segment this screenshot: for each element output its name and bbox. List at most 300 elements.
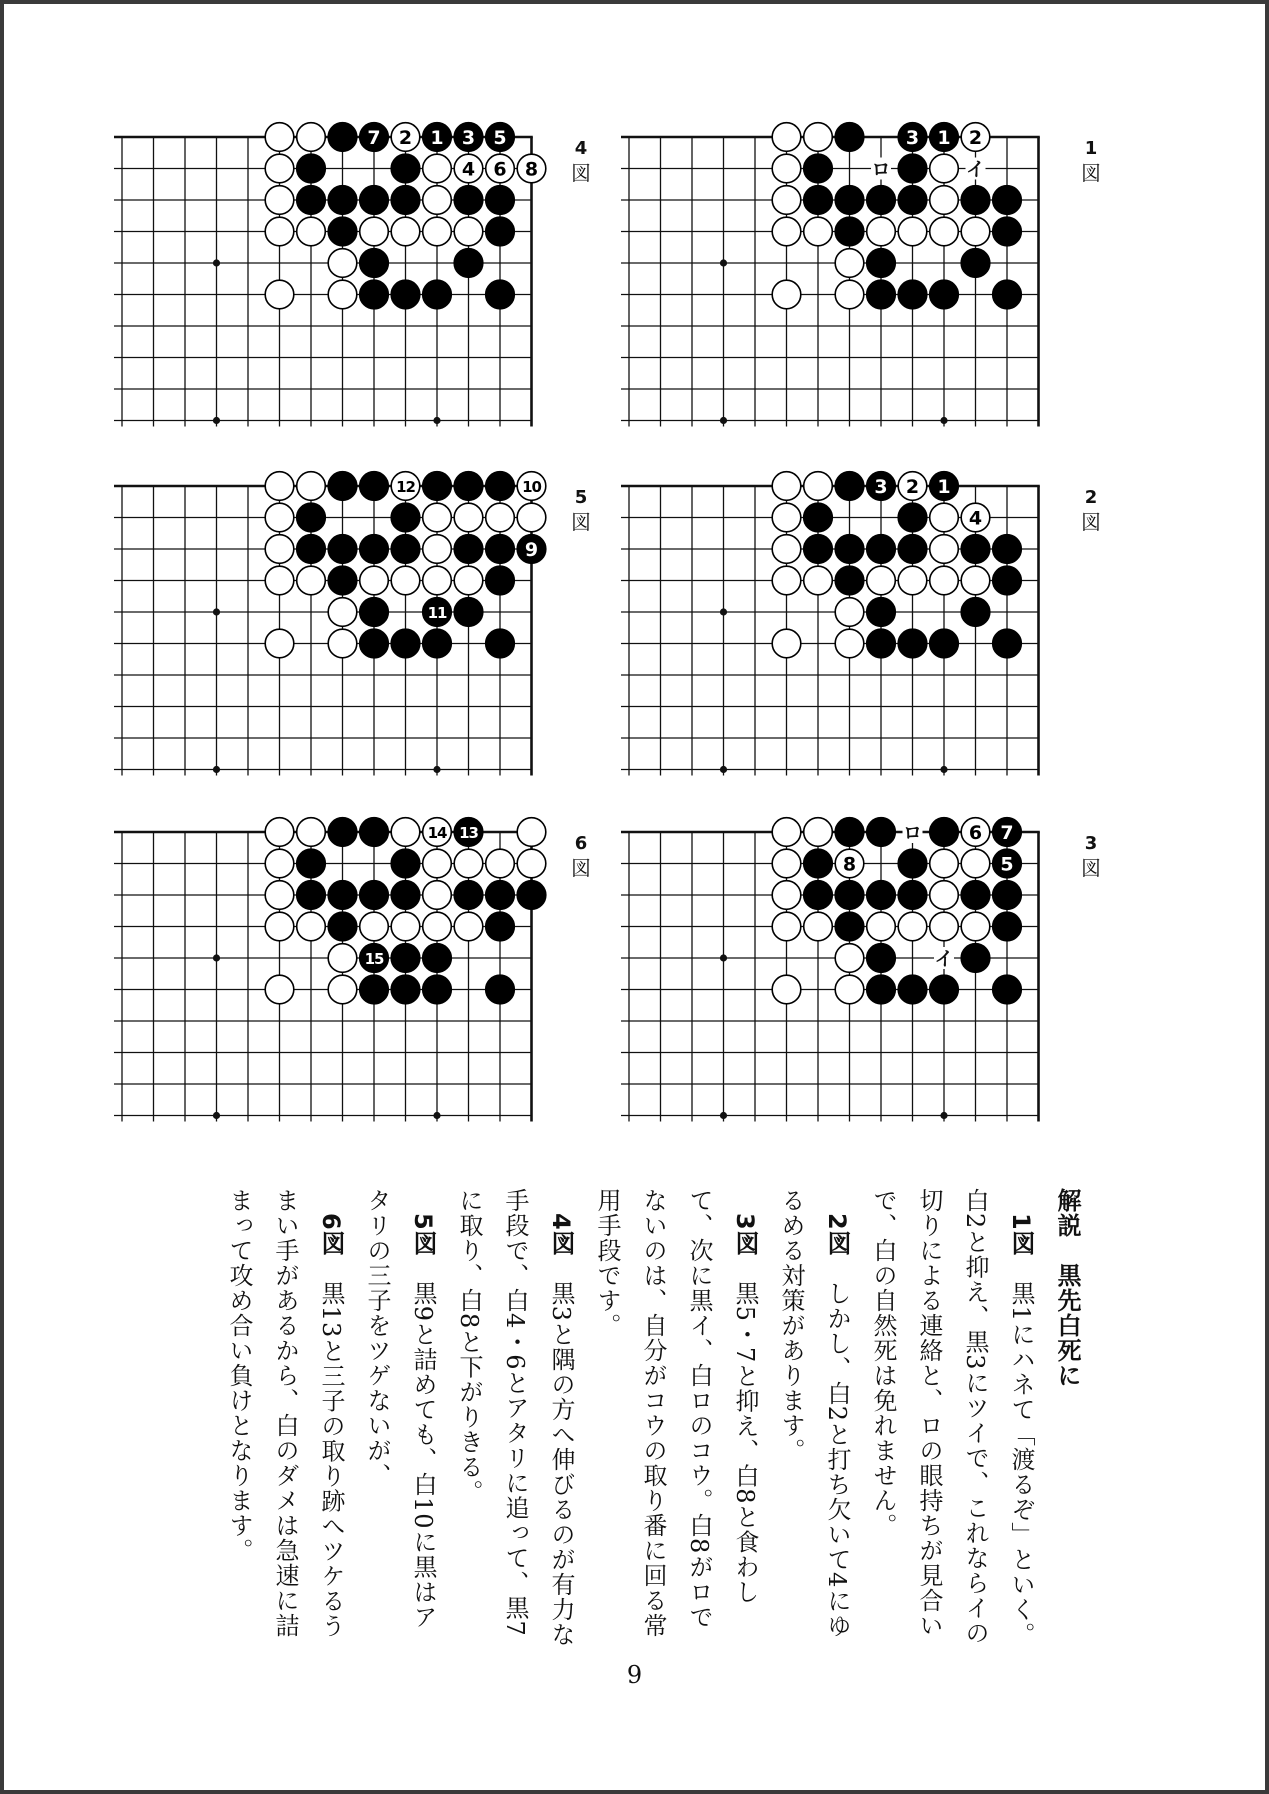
black-stone (454, 472, 483, 501)
black-stone (835, 535, 864, 564)
black-stone (993, 280, 1022, 309)
move-number: 4 (968, 507, 983, 530)
diagram-suffix: 図 (1081, 856, 1101, 880)
move-number: 3 (874, 476, 888, 498)
black-stone (423, 944, 452, 973)
black-stone (391, 280, 420, 309)
white-stone (804, 912, 833, 941)
star-point (213, 608, 220, 615)
figure-ref: 6図 (317, 1213, 345, 1256)
white-stone (265, 123, 294, 152)
paragraph-text: 黒3と隅の方へ伸びるのが有力な手段で、白4・6とアタリに追って、黒7に取り、白8と下がりきる。 (455, 1188, 575, 1647)
figure-ref: 4図 (547, 1213, 575, 1256)
black-stone (486, 472, 515, 501)
white-stone (265, 975, 294, 1004)
white-stone (898, 912, 927, 941)
white-stone (297, 472, 326, 501)
black-stone (328, 186, 357, 215)
white-stone (772, 217, 801, 246)
white-stone (930, 849, 959, 878)
diagram-label-5 (568, 486, 594, 534)
white-stone (265, 912, 294, 941)
black-stone (867, 249, 896, 278)
white-stone (454, 217, 483, 246)
star-point (940, 766, 947, 773)
white-stone (265, 503, 294, 532)
black-stone (360, 629, 389, 658)
black-stone (486, 186, 515, 215)
star-point (720, 1112, 727, 1119)
move-number: 5 (493, 127, 507, 149)
white-stone (804, 472, 833, 501)
commentary-paragraph-2 (768, 1188, 860, 1648)
black-stone (804, 186, 833, 215)
black-stone (486, 280, 515, 309)
black-stone (391, 154, 420, 183)
white-stone (265, 849, 294, 878)
white-stone (265, 629, 294, 658)
star-point (720, 259, 727, 266)
black-stone (486, 566, 515, 595)
move-number: 9 (524, 539, 539, 561)
move-number: 8 (524, 158, 539, 181)
black-stone (993, 975, 1022, 1004)
black-stone (835, 818, 864, 847)
black-stone (993, 186, 1022, 215)
black-stone (360, 249, 389, 278)
paragraph-text: 黒1にハネて「渡るぞ」といく。白2と抑え、黒3にツイで、これならイの切りによる連絡と、ロの眼持ちが見合いで、白の自然死は免れません。 (869, 1188, 1035, 1647)
black-stone (993, 535, 1022, 564)
black-stone (328, 472, 357, 501)
black-stone (328, 912, 357, 941)
move-number: 11 (427, 604, 447, 622)
move-number: 4 (461, 158, 476, 181)
black-stone (360, 535, 389, 564)
black-stone (360, 186, 389, 215)
white-stone (867, 566, 896, 595)
white-stone (930, 217, 959, 246)
star-point (213, 954, 220, 961)
move-number: 12 (396, 478, 415, 496)
point-mark: イ (965, 158, 986, 181)
board-svg (120, 474, 571, 797)
star-point (720, 766, 727, 773)
black-stone (328, 881, 357, 910)
diagram-suffix: 図 (571, 510, 591, 534)
white-stone (930, 912, 959, 941)
black-stone (835, 881, 864, 910)
star-point (213, 417, 220, 424)
black-stone (423, 280, 452, 309)
white-stone (961, 849, 990, 878)
black-stone (804, 849, 833, 878)
point-mark: ロ (871, 158, 891, 181)
black-stone (930, 818, 959, 847)
white-stone (772, 629, 801, 658)
white-stone (961, 217, 990, 246)
black-stone (517, 881, 546, 910)
diagram-number: 4 (574, 138, 588, 159)
white-stone (297, 818, 326, 847)
white-stone (867, 912, 896, 941)
black-stone (486, 535, 515, 564)
white-stone (772, 123, 801, 152)
move-number: 14 (427, 824, 447, 842)
black-stone (297, 503, 326, 532)
white-stone (360, 912, 389, 941)
black-stone (867, 881, 896, 910)
commentary-paragraph-6 (216, 1188, 354, 1648)
white-stone (297, 217, 326, 246)
black-stone (486, 217, 515, 246)
go-diagram-6 (120, 820, 571, 1143)
black-stone (454, 186, 483, 215)
figure-ref: 5図 (409, 1213, 437, 1256)
white-stone (265, 566, 294, 595)
star-point (940, 417, 947, 424)
white-stone (486, 503, 515, 532)
white-stone (328, 598, 357, 627)
black-stone (454, 881, 483, 910)
white-stone (772, 881, 801, 910)
black-stone (297, 881, 326, 910)
black-stone (867, 186, 896, 215)
star-point (720, 608, 727, 615)
black-stone (391, 186, 420, 215)
black-stone (930, 629, 959, 658)
star-point (940, 1112, 947, 1119)
go-diagram-1 (627, 125, 1078, 448)
white-stone (772, 975, 801, 1004)
diagram-number: 2 (1084, 487, 1098, 508)
white-stone (930, 503, 959, 532)
black-stone (391, 503, 420, 532)
figure-ref: 3図 (731, 1213, 759, 1256)
black-stone (898, 186, 927, 215)
star-point (213, 1112, 220, 1119)
star-point (213, 259, 220, 266)
white-stone (930, 881, 959, 910)
move-number: 5 (1000, 853, 1014, 876)
white-stone (804, 123, 833, 152)
diagram-suffix: 図 (571, 856, 591, 880)
black-stone (993, 566, 1022, 595)
white-stone (423, 849, 452, 878)
black-stone (423, 472, 452, 501)
black-stone (360, 472, 389, 501)
black-stone (835, 472, 864, 501)
black-stone (898, 154, 927, 183)
black-stone (835, 123, 864, 152)
diagram-suffix: 図 (571, 161, 591, 185)
star-point (433, 766, 440, 773)
move-number: 3 (905, 127, 920, 149)
star-point (433, 1112, 440, 1119)
move-number: 2 (398, 127, 413, 149)
move-number: 13 (459, 824, 478, 842)
white-stone (360, 217, 389, 246)
white-stone (517, 818, 546, 847)
figure-ref: 2図 (823, 1213, 851, 1256)
move-number: 10 (522, 478, 541, 496)
move-number: 1 (430, 127, 444, 149)
white-stone (423, 566, 452, 595)
commentary-paragraph-3 (584, 1188, 768, 1648)
white-stone (423, 503, 452, 532)
star-point (433, 417, 440, 424)
white-stone (360, 566, 389, 595)
white-stone (772, 472, 801, 501)
black-stone (391, 881, 420, 910)
black-stone (423, 975, 452, 1004)
black-stone (898, 975, 927, 1004)
white-stone (517, 503, 546, 532)
white-stone (391, 912, 420, 941)
diagram-label-6 (568, 832, 594, 880)
move-number: 1 (937, 127, 951, 149)
diagram-number: 1 (1084, 138, 1098, 159)
white-stone (265, 818, 294, 847)
black-stone (961, 598, 990, 627)
diagram-suffix: 図 (1081, 510, 1101, 534)
move-number: 6 (493, 158, 507, 181)
black-stone (867, 944, 896, 973)
black-stone (454, 535, 483, 564)
diagram-suffix: 図 (1081, 161, 1101, 185)
commentary-paragraph-1 (860, 1188, 1044, 1648)
black-stone (391, 975, 420, 1004)
white-stone (328, 629, 357, 658)
black-stone (804, 535, 833, 564)
white-stone (265, 280, 294, 309)
white-stone (265, 186, 294, 215)
move-number: 8 (842, 853, 857, 876)
white-stone (961, 566, 990, 595)
black-stone (930, 975, 959, 1004)
point-mark: イ (934, 948, 954, 970)
white-stone (328, 249, 357, 278)
white-stone (772, 186, 801, 215)
board-svg (627, 820, 1078, 1143)
black-stone (835, 186, 864, 215)
white-stone (835, 975, 864, 1004)
white-stone (930, 566, 959, 595)
diagram-label-4 (568, 137, 594, 185)
star-point (213, 766, 220, 773)
white-stone (391, 818, 420, 847)
black-stone (961, 249, 990, 278)
black-stone (993, 881, 1022, 910)
black-stone (360, 818, 389, 847)
black-stone (898, 629, 927, 658)
black-stone (930, 280, 959, 309)
white-stone (454, 566, 483, 595)
white-stone (804, 566, 833, 595)
white-stone (423, 186, 452, 215)
white-stone (486, 849, 515, 878)
white-stone (391, 217, 420, 246)
white-stone (930, 535, 959, 564)
black-stone (297, 154, 326, 183)
black-stone (835, 912, 864, 941)
diagram-number: 5 (574, 487, 588, 508)
move-number: 7 (367, 127, 381, 149)
paragraph-text: 黒5・7と抑え、白8と食わして、次に黒イ、白ロのコウ。白8がロでないのは、自分がコウの取り番に回る常用手段です。 (593, 1188, 759, 1638)
move-number: 1 (937, 476, 951, 498)
black-stone (961, 186, 990, 215)
commentary-paragraph-5 (354, 1188, 446, 1648)
diagram-label-3 (1078, 832, 1104, 880)
black-stone (297, 849, 326, 878)
black-stone (391, 944, 420, 973)
black-stone (898, 849, 927, 878)
white-stone (265, 217, 294, 246)
go-diagram-4 (120, 125, 571, 448)
black-stone (961, 944, 990, 973)
black-stone (360, 881, 389, 910)
black-stone (898, 881, 927, 910)
white-stone (454, 912, 483, 941)
white-stone (835, 249, 864, 278)
black-stone (454, 249, 483, 278)
black-stone (867, 598, 896, 627)
black-stone (993, 217, 1022, 246)
white-stone (772, 566, 801, 595)
paragraph-text: 黒9と詰めても、白10に黒はアタリの三子をツゲないが、 (363, 1188, 437, 1630)
black-stone (360, 280, 389, 309)
black-stone (867, 280, 896, 309)
black-stone (328, 566, 357, 595)
commentary-paragraph-4 (446, 1188, 584, 1648)
go-diagram-3 (627, 820, 1078, 1143)
white-stone (423, 217, 452, 246)
black-stone (804, 154, 833, 183)
figure-ref: 1図 (1007, 1213, 1035, 1256)
white-stone (328, 944, 357, 973)
black-stone (391, 535, 420, 564)
white-stone (867, 217, 896, 246)
white-stone (930, 186, 959, 215)
move-number: 2 (905, 476, 920, 498)
white-stone (772, 849, 801, 878)
black-stone (328, 818, 357, 847)
white-stone (772, 503, 801, 532)
white-stone (297, 566, 326, 595)
black-stone (961, 881, 990, 910)
black-stone (993, 629, 1022, 658)
white-stone (772, 154, 801, 183)
black-stone (486, 629, 515, 658)
white-stone (423, 881, 452, 910)
white-stone (517, 849, 546, 878)
black-stone (423, 629, 452, 658)
white-stone (297, 123, 326, 152)
go-diagram-2 (627, 474, 1078, 797)
board-svg (120, 820, 571, 1143)
black-stone (328, 217, 357, 246)
white-stone (772, 912, 801, 941)
white-stone (835, 944, 864, 973)
white-stone (328, 280, 357, 309)
move-number: 15 (364, 950, 384, 968)
white-stone (898, 566, 927, 595)
black-stone (297, 535, 326, 564)
white-stone (804, 217, 833, 246)
white-stone (835, 280, 864, 309)
black-stone (961, 535, 990, 564)
diagram-number: 6 (574, 833, 588, 854)
star-point (720, 417, 727, 424)
black-stone (835, 566, 864, 595)
white-stone (454, 849, 483, 878)
white-stone (423, 535, 452, 564)
black-stone (804, 503, 833, 532)
white-stone (804, 818, 833, 847)
white-stone (898, 217, 927, 246)
black-stone (486, 975, 515, 1004)
commentary (130, 1188, 1090, 1648)
paragraph-text: しかし、白2と打ち欠いて4にゆるめる対策があります。 (777, 1188, 851, 1639)
white-stone (835, 629, 864, 658)
black-stone (867, 629, 896, 658)
black-stone (898, 280, 927, 309)
black-stone (297, 186, 326, 215)
move-number: 7 (1000, 822, 1014, 844)
go-diagram-5 (120, 474, 571, 797)
black-stone (993, 912, 1022, 941)
point-mark: ロ (902, 822, 923, 844)
white-stone (835, 598, 864, 627)
commentary-heading: 解説 黒先白死に (1053, 1188, 1081, 1388)
white-stone (772, 280, 801, 309)
black-stone (328, 535, 357, 564)
white-stone (961, 912, 990, 941)
white-stone (930, 154, 959, 183)
diagram-label-2 (1078, 486, 1104, 534)
diagram-number: 3 (1084, 833, 1098, 854)
white-stone (265, 472, 294, 501)
white-stone (772, 535, 801, 564)
black-stone (898, 503, 927, 532)
white-stone (265, 881, 294, 910)
paragraph-text: 黒13と三子の取り跡へツケるうまい手があるから、白のダメは急速に詰まって攻め合い負けとなります。 (225, 1188, 345, 1639)
move-number: 2 (968, 127, 983, 149)
white-stone (423, 154, 452, 183)
board-svg (120, 125, 571, 448)
move-number: 6 (968, 822, 983, 844)
diagram-label-1 (1078, 137, 1104, 185)
black-stone (454, 598, 483, 627)
black-stone (486, 881, 515, 910)
white-stone (454, 503, 483, 532)
white-stone (391, 566, 420, 595)
board-svg (627, 474, 1078, 797)
white-stone (265, 535, 294, 564)
black-stone (804, 881, 833, 910)
black-stone (486, 912, 515, 941)
black-stone (360, 975, 389, 1004)
black-stone (391, 629, 420, 658)
white-stone (772, 818, 801, 847)
black-stone (867, 818, 896, 847)
black-stone (391, 849, 420, 878)
black-stone (360, 598, 389, 627)
white-stone (265, 154, 294, 183)
black-stone (328, 123, 357, 152)
board-svg (627, 125, 1078, 448)
black-stone (835, 217, 864, 246)
black-stone (898, 535, 927, 564)
